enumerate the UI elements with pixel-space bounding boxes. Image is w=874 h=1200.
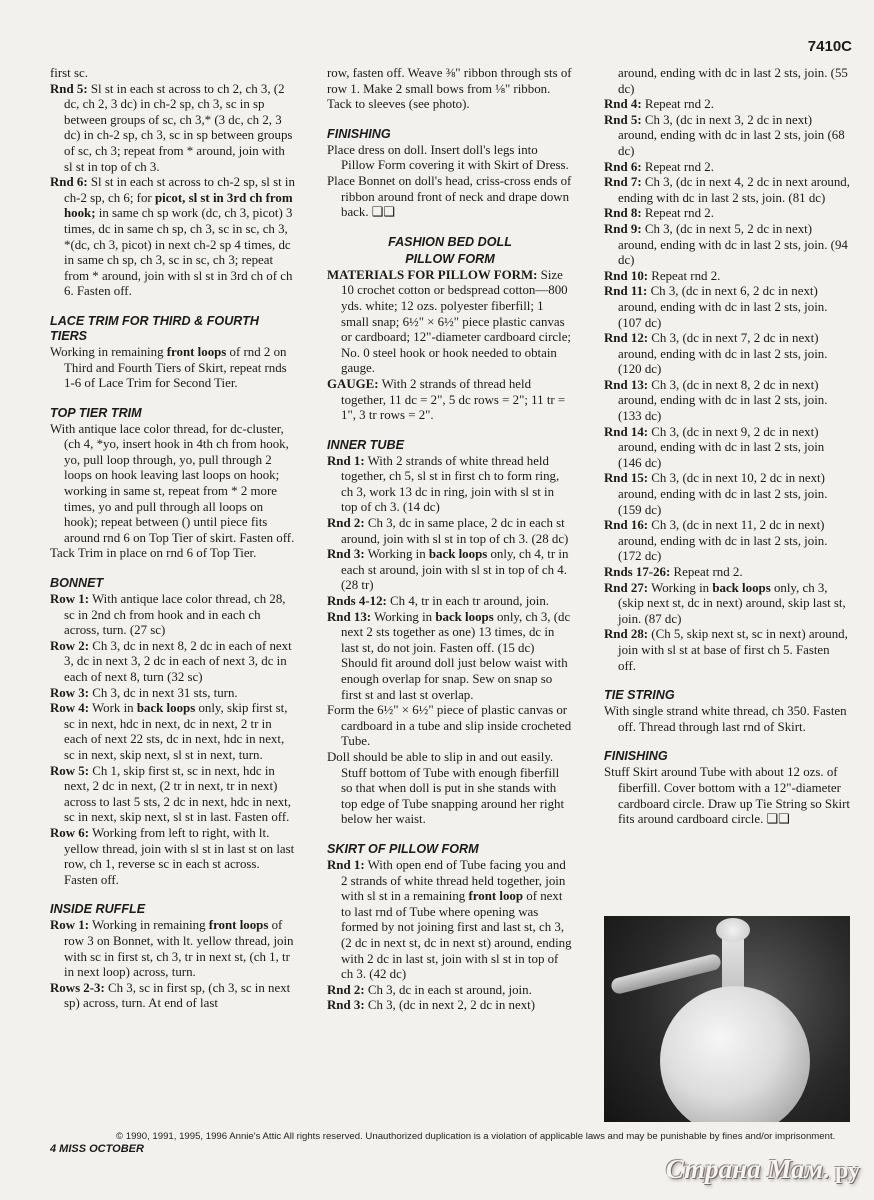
step-text: Working from left to right, with lt. yellow thread, join with sl st in last st on last row, ch 1, reverse sc in each st across. Fasten off.: [64, 825, 295, 887]
instruction-paragraph: [50, 592, 296, 639]
instruction-paragraph: [50, 639, 296, 686]
instruction-paragraph: [327, 377, 573, 424]
section-heading: SKIRT OF PILLOW FORM: [327, 841, 479, 856]
step-text: Working in remaining front loops of row 3 on Bonnet, with lt. yellow thread, join with sc in first st, ch 3, tr in next st, (ch 1, tr in next loop) across, turn.: [64, 918, 294, 980]
instruction-paragraph: [50, 546, 296, 562]
instruction-paragraph: [50, 686, 296, 702]
step-label: Rnd 5:: [604, 112, 642, 127]
instruction-paragraph: [50, 918, 296, 980]
instruction-paragraph: [604, 284, 850, 331]
step-label: Rnd 15:: [604, 471, 649, 486]
step-text: Ch 3, (dc in next 2, 2 dc in next): [367, 998, 536, 1013]
step-text: Ch 3, dc in each st around, join.: [367, 982, 532, 997]
step-text: Sl st in each st across to ch 2, ch 3, (2 dc, ch 2, 3 dc) in ch-2 sp, ch 3, sc in sp between groups of sc, ch 3,* (3 dc, ch 2, 3 dc) in ch-2 sp, ch 3, sc in sp between groups of sc, ch 3; repeat from * around, join with sl st in top of ch 3.: [64, 81, 293, 174]
instruction-paragraph: [327, 983, 573, 999]
step-text: Place Bonnet on doll's head, criss-cross ends of ribbon around front of neck and drape down back. ❑❑: [327, 173, 572, 220]
step-text: Ch 3, (dc in next 4, 2 dc in next around, ending with dc in last 2 sts, join. (81 dc): [618, 175, 850, 205]
instruction-paragraph: [604, 160, 850, 176]
instruction-paragraph: [604, 471, 850, 518]
column-right: [604, 66, 850, 828]
instruction-paragraph: [327, 998, 573, 1014]
step-text: around, ending with dc in last 2 sts, join. (55 dc): [618, 66, 848, 96]
step-text: Ch 3, (dc in next 5, 2 dc in next) around, ending with dc in last 2 sts, join. (94 dc): [618, 221, 848, 268]
instruction-paragraph: [327, 703, 573, 750]
instruction-paragraph: [50, 826, 296, 888]
step-text: Repeat rnd 2.: [644, 97, 714, 112]
step-text: With 2 strands of white thread held together, ch 5, sl st in first ch to form ring, ch 3, work 13 dc in ring, join with sl st in top of ch 3. (14 dc): [341, 453, 560, 515]
page-code: 7410C: [807, 38, 852, 55]
step-text: (Ch 5, skip next st, sc in next) around, join with sl st at base of first ch 5. Fasten off.: [618, 627, 848, 673]
step-label: Rnd 4:: [604, 97, 642, 112]
page-footer-label: 4 MISS OCTOBER: [50, 1143, 144, 1155]
step-text: Working in back loops only, ch 3, (dc next 2 sts together as one) 13 times, dc in last st, do not join. Fasten off. (15 dc) Should fit around doll just below waist with enough overlap for snap. Sew on snap so first st and last st overlap.: [341, 609, 571, 702]
step-label: Rnd 16:: [604, 518, 649, 533]
step-text: Tack Trim in place on rnd 6 of Top Tier.: [50, 546, 257, 561]
instruction-paragraph: [50, 82, 296, 176]
step-text: row, fasten off. Weave ⅜" ribbon through sts of row 1. Make 2 small bows from ⅛" ribbon. Tack to sleeves (see photo).: [327, 66, 572, 112]
instruction-paragraph: [604, 222, 850, 269]
step-label: Rnd 14:: [604, 424, 649, 439]
step-label: Row 1:: [50, 918, 90, 933]
watermark-name: Страна Мам: [665, 1154, 823, 1184]
instruction-paragraph: [50, 764, 296, 826]
step-text: Ch 3, (dc in next 8, 2 dc in next) around, ending with dc in last 2 sts, join. (133 dc): [618, 377, 828, 424]
step-label: Rnd 10:: [604, 268, 649, 283]
site-watermark: [666, 1154, 860, 1185]
step-text: With antique lace color thread, ch 28, sc in 2nd ch from hook and in each ch across, turn. (27 sc): [64, 592, 286, 638]
column-middle: [327, 66, 573, 1014]
step-label: Rnd 27:: [604, 580, 649, 595]
instruction-paragraph: [327, 143, 573, 174]
step-text: Ch 3, (dc in next 3, 2 dc in next) around, ending with dc in last 2 sts, join (68 dc): [618, 112, 845, 158]
step-label: Rows 2-3:: [50, 980, 105, 995]
instruction-paragraph: [327, 516, 573, 547]
section-heading: FASHION BED DOLL: [388, 234, 512, 249]
step-label: Rnd 13:: [327, 609, 372, 624]
section-heading: TOP TIER TRIM: [50, 405, 142, 420]
instruction-paragraph: [604, 378, 850, 425]
step-text: Ch 3, sc in first sp, (ch 3, sc in next sp) across, turn. At end of last: [64, 980, 291, 1011]
step-label: Row 3:: [50, 685, 90, 700]
step-text: Working in remaining front loops of rnd 2 on Third and Fourth Tiers of Skirt, repeat rnds 1-6 of Lace Trim for Second Tier.: [50, 344, 287, 391]
instruction-paragraph: [604, 425, 850, 472]
step-text: Ch 3, (dc in next 7, 2 dc in next) around, ending with dc in last 2 sts, join. (120 dc): [618, 331, 828, 377]
instruction-paragraph: [327, 750, 573, 828]
step-text: Doll should be able to slip in and out easily. Stuff bottom of Tube with enough fiberfill so that when doll is put in she stands with top edge of Tube snapping around her right below her waist.: [327, 749, 565, 827]
instruction-paragraph: [50, 422, 296, 547]
step-text: With 2 strands of thread held together, 11 dc = 2", 5 dc rows = 2"; 11 tr = 1", 3 tr rows = 2".: [341, 376, 566, 423]
step-label: GAUGE:: [327, 376, 379, 391]
instruction-paragraph: [604, 627, 850, 674]
section-heading: FINISHING: [327, 126, 391, 141]
section-heading: LACE TRIM FOR THIRD & FOURTH TIERS: [50, 313, 259, 343]
step-text: Working in back loops only, ch 4, tr in each st around, join with sl st in top of ch 4. (28 tr): [341, 547, 569, 593]
step-label: Rnd 11:: [604, 284, 648, 299]
instruction-paragraph: [50, 66, 296, 82]
step-label: Rnd 1:: [327, 857, 365, 872]
step-text: Repeat rnd 2.: [644, 206, 714, 221]
instruction-paragraph: [327, 66, 573, 113]
step-text: Repeat rnd 2.: [651, 268, 721, 283]
step-text: Place dress on doll. Insert doll's legs into Pillow Form covering it with Skirt of Dress.: [327, 142, 569, 173]
step-text: With open end of Tube facing you and 2 strands of white thread held together, join with sl st in a remaining front loop of next to last rnd of Tube where opening was formed by not joining first and last st, ch 3, (2 dc in next st, dc in next st) around, ending with 2 dc in last st, join with sl st in top of ch 3. (42 dc): [341, 857, 572, 982]
doll-head: [716, 918, 750, 942]
instruction-paragraph: [604, 269, 850, 285]
step-text: Working in back loops only, ch 3, (skip next st, dc in next) around, skip last st, join. (87 dc): [618, 580, 846, 626]
copyright-notice: © 1990, 1991, 1995, 1996 Annie's Attic All rights reserved. Unauthorized duplication is a violation of applicable laws and may be punishable by fines and/or imprisonment.: [116, 1131, 836, 1142]
instruction-paragraph: [50, 345, 296, 392]
section-heading: FINISHING: [604, 749, 668, 764]
step-label: Rnd 28:: [604, 627, 649, 642]
hand-shape: [610, 953, 723, 996]
instruction-paragraph: [327, 858, 573, 983]
instruction-paragraph: [327, 547, 573, 594]
instruction-paragraph: [604, 565, 850, 581]
instruction-paragraph: [604, 331, 850, 378]
step-label: Rnd 2:: [327, 982, 365, 997]
instruction-paragraph: [50, 175, 296, 300]
step-label: Rnd 1:: [327, 453, 365, 468]
step-label: Rnd 8:: [604, 206, 642, 221]
instruction-paragraph: [327, 268, 573, 377]
instruction-paragraph: [604, 66, 850, 97]
step-text: Work in back loops only, skip first st, sc in next, hdc in next, dc in next, 2 tr in each of next 22 sts, dc in next, hdc in next, sc in next, skip next, sl st in next, turn.: [64, 701, 288, 762]
step-label: Rnds 17-26:: [604, 565, 671, 579]
step-label: Rnd 3:: [327, 547, 365, 562]
step-text: Size 10 crochet cotton or bedspread cotton—800 yds. white; 12 ozs. polyester fiberfill; 1 small snap; 6½" × 6½" piece plastic canvas or cardboard; 12"-diameter cardboard circle; No. 0 steel hook or hook needed to obtain gauge.: [341, 267, 572, 376]
step-label: Row 6:: [50, 825, 90, 840]
step-label: MATERIALS FOR PILLOW FORM:: [327, 267, 538, 282]
instruction-paragraph: [327, 454, 573, 516]
instruction-paragraph: [50, 981, 296, 1012]
step-text: Ch 3, dc in next 8, 2 dc in each of next 3, dc in next 3, 2 dc in each of next 3, dc in each of next 8, turn (32 sc): [64, 638, 292, 684]
instruction-paragraph: [604, 175, 850, 206]
step-text: Ch 3, (dc in next 6, 2 dc in next) around, ending with dc in last 2 sts, join. (107 dc): [618, 284, 828, 330]
instruction-paragraph: [604, 206, 850, 222]
instruction-paragraph: [327, 610, 573, 704]
step-text: Stuff Skirt around Tube with about 12 ozs. of fiberfill. Cover bottom with a 12"-diameter cardboard circle. Draw up Tie String so Skirt fits around cardboard circle. ❑❑: [604, 765, 850, 827]
section-heading: INNER TUBE: [327, 437, 404, 452]
step-label: Rnd 6:: [604, 159, 642, 174]
step-text: Repeat rnd 2.: [644, 159, 714, 174]
doll-photo: [604, 916, 850, 1122]
step-text: Ch 3, dc in same place, 2 dc in each st around, join with sl st in top of ch 3. (28 dc): [341, 516, 569, 546]
step-label: Rnds 4-12:: [327, 594, 387, 609]
section-heading: PILLOW FORM: [405, 251, 495, 266]
section-heading: INSIDE RUFFLE: [50, 902, 146, 917]
instruction-paragraph: [327, 594, 573, 610]
step-label: Rnd 3:: [327, 998, 365, 1013]
step-label: Rnd 7:: [604, 175, 642, 190]
step-text: Ch 3, (dc in next 9, 2 dc in next) around, ending with dc in last 2 sts, join (146 dc): [618, 424, 825, 470]
section-heading: TIE STRING: [604, 688, 675, 703]
step-text: Sl st in each st across to ch-2 sp, sl st in ch-2 sp, ch 6; for picot, sl st in 3rd ch from hook; in same ch sp work (dc, ch 3, picot) 3 times, dc in same ch sp, ch 3, sc in sc, ch 3, *(dc, ch 3, picot) in next ch-2 sp 4 times, dc in same ch sp, ch 3, sc in sc, ch 3; repeat from * around, join with sl st in 3rd ch of ch 6. Fasten off.: [64, 175, 295, 299]
pillow-form-ball: [660, 986, 810, 1122]
step-label: Row 5:: [50, 763, 90, 778]
instruction-paragraph: [327, 174, 573, 221]
step-label: Rnd 9:: [604, 221, 642, 236]
step-text: Repeat rnd 2.: [673, 565, 743, 579]
step-text: first sc.: [50, 66, 88, 80]
instruction-paragraph: [604, 97, 850, 113]
step-label: Rnd 12:: [604, 331, 649, 346]
step-label: Row 4:: [50, 701, 90, 716]
instruction-paragraph: [604, 518, 850, 565]
section-heading: BONNET: [50, 576, 104, 591]
step-text: Form the 6½" × 6½" piece of plastic canvas or cardboard in a tube and slip inside crocheted Tube.: [327, 703, 572, 749]
step-text: Ch 1, skip first st, sc in next, hdc in next, 2 dc in next, (2 tr in next, tr in next) across to last 5 sts, 2 dc in next, hdc in next, sc in next, skip next, sl st in last. Fasten off.: [64, 763, 291, 825]
instruction-paragraph: [604, 765, 850, 827]
step-label: Rnd 2:: [327, 516, 365, 531]
step-text: Ch 4, tr in each tr around, join.: [390, 594, 549, 609]
instruction-paragraph: [604, 704, 850, 735]
watermark-domain: . ру: [822, 1158, 860, 1184]
instruction-paragraph: [50, 701, 296, 763]
step-text: Ch 3, (dc in next 11, 2 dc in next) around, ending with dc in last 2 sts, join. (172 dc): [618, 518, 828, 564]
step-text: With single strand white thread, ch 350. Fasten off. Thread through last rnd of Skirt.: [604, 704, 847, 734]
step-text: Ch 3, (dc in next 10, 2 dc in next) around, ending with dc in last 2 sts, join. (159 dc): [618, 471, 828, 517]
step-label: Rnd 13:: [604, 377, 649, 392]
instruction-paragraph: [604, 581, 850, 628]
step-label: Row 2:: [50, 638, 90, 653]
step-label: Rnd 6:: [50, 175, 88, 190]
step-label: Row 1:: [50, 592, 90, 607]
instruction-paragraph: [604, 113, 850, 160]
step-label: Rnd 5:: [50, 81, 88, 96]
column-left: [50, 66, 296, 1012]
step-text: Ch 3, dc in next 31 sts, turn.: [92, 685, 238, 700]
step-text: With antique lace color thread, for dc-cluster, (ch 4, *yo, insert hook in 4th ch from hook, yo, pull loop through, yo, pull through 2 loops on hook leaving last loops on hook; working in same st, repeat from * 2 more times, yo and pull through all loops on hook); repeat between () until piece fits around rnd 6 on Top Tier of skirt. Fasten off.: [50, 421, 295, 545]
